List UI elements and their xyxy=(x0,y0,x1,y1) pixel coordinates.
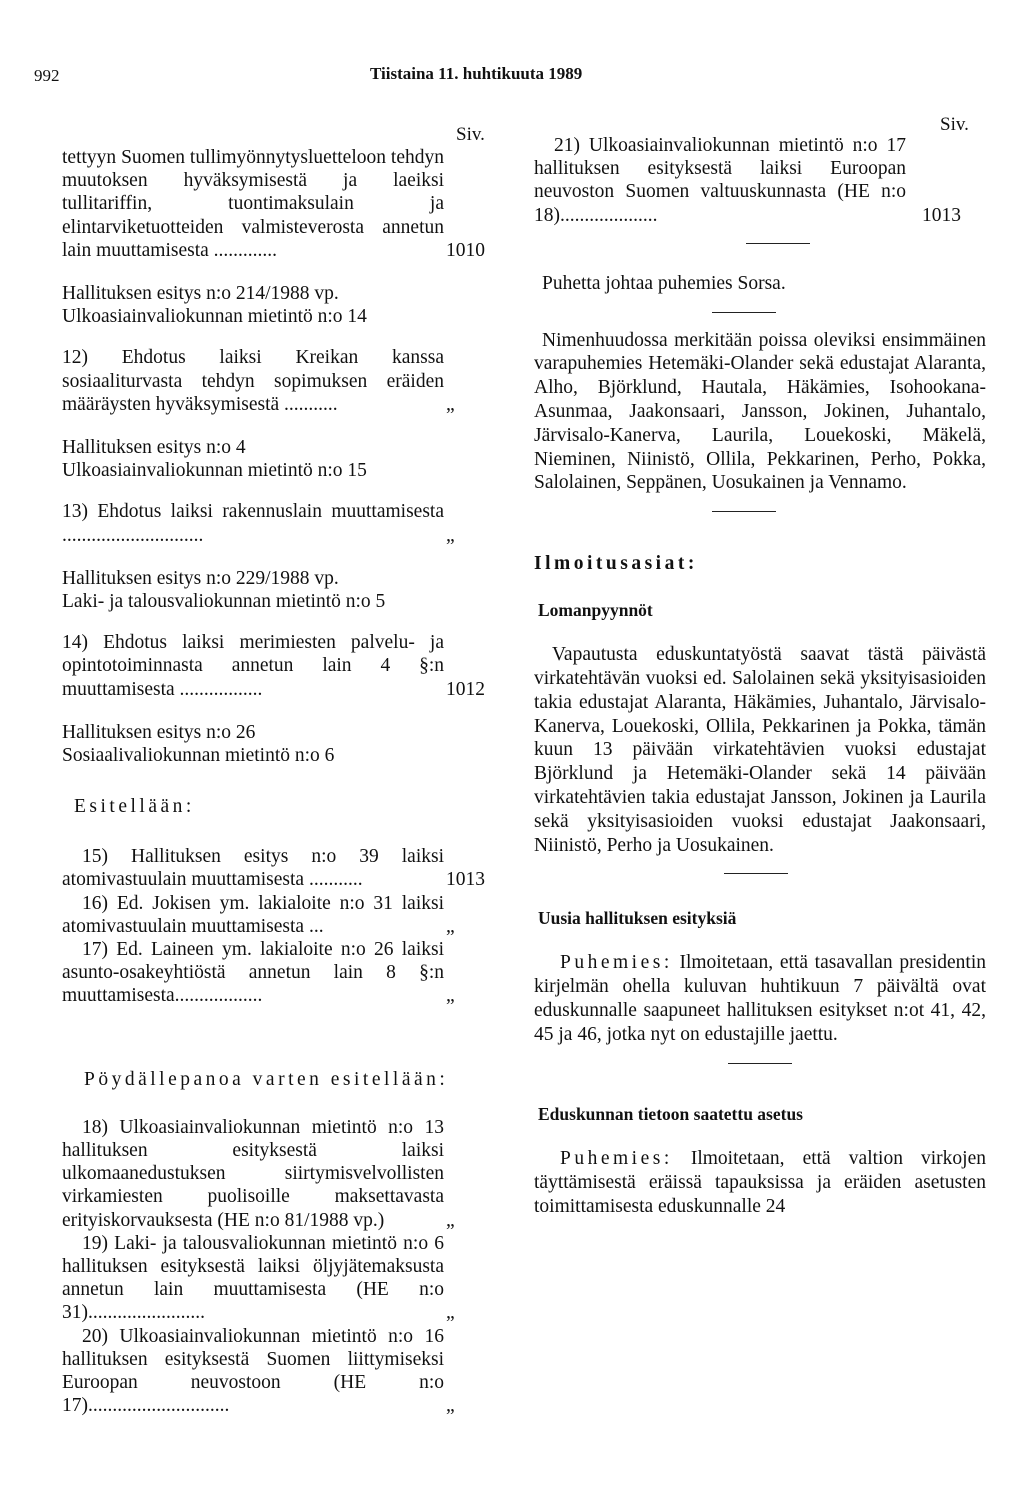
left-column xyxy=(62,146,502,1417)
agenda-entry-19 xyxy=(62,1232,502,1325)
siv-label-right: Siv. xyxy=(940,114,969,135)
entry-text: 14) Ehdotus laiksi merimiesten palvelu- ja opintotoiminnasta annetun lain 4 §:n muuttamisesta ................. xyxy=(62,632,444,700)
agenda-entry-15 xyxy=(62,845,502,891)
notice-text: Ilmoitetaan, että tasavallan presidentin kirjelmän ohella kuluvan huhtikuun 7 päivältä ovat eduskunnalle saapuneet hallituksen esitykset n:ot 41, 42, 45 ja 46, jotka nyt on edustajille jaettu. xyxy=(534,952,986,1045)
agenda-entry-20 xyxy=(62,1325,502,1418)
entry-text: 13) Ehdotus laiksi rakennuslain muuttamisesta ............................. xyxy=(62,501,444,546)
agenda-entry-14 xyxy=(62,631,502,701)
entry-page: 1010 xyxy=(446,239,485,261)
entry-text: 15) Hallituksen esitys n:o 39 laiksi atomivastuulain muuttamisesta ........... xyxy=(62,846,444,891)
right-column xyxy=(534,134,986,1218)
poydalle-list xyxy=(62,1116,502,1418)
entry-text: tettyyn Suomen tullimyönnytysluetteloon tehdyn muutoksen hyväksymisestä ja laeiksi tullitariffin, tuontimaksulain ja elintarviketuotteiden valmisteverosta annetun lain muuttamisesta ............. xyxy=(62,147,444,261)
entry-text: 21) Ulkoasiainvaliokunnan mietintö n:o 17 hallituksen esityksestä laiksi Euroopan neuvoston Suomen valtuuskunnasta (HE n:o 18).................... xyxy=(534,135,906,226)
ilmoitusasiat-heading: Ilmoitusasiat: xyxy=(534,553,698,575)
entry-text: 18) Ulkoasiainvaliokunnan mietintö n:o 13 hallituksen esityksestä laiksi ulkomaanedustuksen siirtymisvelvollisten virkamiesten puolisoille maksettavasta erityiskorvauksesta (HE n:o 81/1988 vp.) xyxy=(62,1116,444,1231)
entry-text: 19) Laki- ja talousvaliokunnan mietintö n:o 6 hallituksen esityksestä laiksi öljyjätemaksusta annetun lain muuttamisesta (HE n:o 31)........................ xyxy=(62,1232,444,1324)
agenda-entry-21 xyxy=(534,134,986,227)
entry-page: 1012 xyxy=(446,678,485,700)
entry-page: „ xyxy=(446,524,455,546)
reference-line: Hallituksen esitys n:o 26 xyxy=(62,721,256,743)
poydallepanoa-heading: Pöydällepanoa varten esitellään: xyxy=(84,1068,449,1090)
absent-members: Nimenhuudossa merkitään poissa oleviksi ensimmäinen varapuhemies Hetemäki-Olander sekä edustajat Alaranta, Alho, Björklund, Hautala, Häkämies, Isohookana-Asunmaa, Jaakonsaari, Jansson, Jokinen, Juhantalo, Järvisalo-Kanerva, Laurila, Louekoski, Mäkelä, Nieminen, Niinistö, Ollila, Pekkarinen, Perho, Pokka, Salolainen, Seppänen, Uosukainen ja Vennamo. xyxy=(534,329,986,494)
lomanpyynnot-text: Vapautusta eduskuntatyöstä saavat tästä päivästä virkatehtävän vuoksi ed. Salolainen sekä yksityisasioiden takia edustajat Alaranta, Häkämies, Juhantalo, Järvisalo-Kanerva, Louekoski, Ollila, Pekkarinen ja Pokka, tämän kuun 13 päivään virkatehtävien vuoksi edustajat Björklund ja Hetemäki-Olander sekä 14 päivään virkatehtävien takia edustajat Jansson, Jokinen ja Laurila sekä yksityisasioiden vuoksi edustajat Jaakonsaari, Niinistö, Perho ja Uosukainen. xyxy=(534,644,986,856)
esitellaan-heading: Esitellään: xyxy=(74,796,195,818)
entry-references xyxy=(62,721,502,767)
lomanpyynnot-heading: Lomanpyynnöt xyxy=(538,600,653,621)
esitellaan-list xyxy=(62,845,502,1007)
reference-line: Hallituksen esitys n:o 229/1988 vp. xyxy=(62,567,339,589)
divider xyxy=(712,312,776,313)
entry-text: 20) Ulkoasiainvaliokunnan mietintö n:o 16 hallituksen esityksestä Suomen liittymiseksi Euroopan neuvostoon (HE n:o 17)............................. xyxy=(62,1325,444,1417)
siv-label-left: Siv. xyxy=(456,124,485,145)
entry-page: „ xyxy=(446,1209,455,1231)
entry-references xyxy=(62,282,502,328)
divider xyxy=(724,873,788,874)
entry-page: „ xyxy=(446,1302,455,1324)
chair-line: Puhetta johtaa puhemies Sorsa. xyxy=(542,272,786,294)
entry-page: „ xyxy=(446,393,455,415)
entry-text: 16) Ed. Jokisen ym. lakialoite n:o 31 laiksi atomivastuulain muuttamisesta ... xyxy=(62,892,444,937)
entry-page: „ xyxy=(446,915,455,937)
entry-references xyxy=(62,567,502,613)
entry-page: „ xyxy=(446,1395,455,1417)
entry-references xyxy=(62,436,502,482)
entry-text: 17) Ed. Laineen ym. lakialoite n:o 26 laiksi asunto-osakeyhtiöstä annetun lain 8 §:n muuttamisesta.................. xyxy=(62,939,444,1007)
reference-line: Ulkoasiainvaliokunnan mietintö n:o 14 xyxy=(62,306,367,328)
reference-line: Laki- ja talousvaliokunnan mietintö n:o 5 xyxy=(62,591,386,613)
asetus-text xyxy=(534,1147,986,1219)
divider xyxy=(712,511,776,512)
speaker-label: Puhemies: xyxy=(560,952,673,974)
speaker-label: Puhemies: xyxy=(560,1147,673,1169)
reference-line: Hallituksen esitys n:o 214/1988 vp. xyxy=(62,283,339,305)
notice-text: Ilmoitetaan, että valtion virkojen täyttämisestä eräissä tapauksissa ja eräiden asetusten toimittamisesta eduskunnalle 24 xyxy=(534,1147,986,1217)
asetus-heading: Eduskunnan tietoon saatettu asetus xyxy=(538,1103,803,1124)
page-date: Tiistaina 11. huhtikuuta 1989 xyxy=(370,64,583,83)
agenda-entry-11 xyxy=(62,146,502,262)
agenda-entry-18 xyxy=(62,1116,502,1232)
entry-page: 1013 xyxy=(922,204,961,226)
uusia-esityksia-text xyxy=(534,951,986,1046)
page-number: 992 xyxy=(34,66,60,85)
reference-line: Ulkoasiainvaliokunnan mietintö n:o 15 xyxy=(62,460,367,482)
reference-line: Hallituksen esitys n:o 4 xyxy=(62,437,246,459)
entry-text: 12) Ehdotus laiksi Kreikan kanssa sosiaaliturvasta tehdyn sopimuksen eräiden määräysten hyväksymisestä ........... xyxy=(62,347,444,415)
divider xyxy=(728,1063,792,1064)
divider xyxy=(746,243,810,244)
agenda-entry-17 xyxy=(62,938,502,1008)
agenda-entry-16 xyxy=(62,892,502,938)
entry-page: „ xyxy=(446,985,455,1007)
agenda-entry-12 xyxy=(62,346,502,416)
entry-page: 1013 xyxy=(446,869,485,891)
reference-line: Sosiaalivaliokunnan mietintö n:o 6 xyxy=(62,745,335,767)
agenda-entry-13 xyxy=(62,500,502,546)
uusia-esityksia-heading: Uusia hallituksen esityksiä xyxy=(538,908,737,929)
